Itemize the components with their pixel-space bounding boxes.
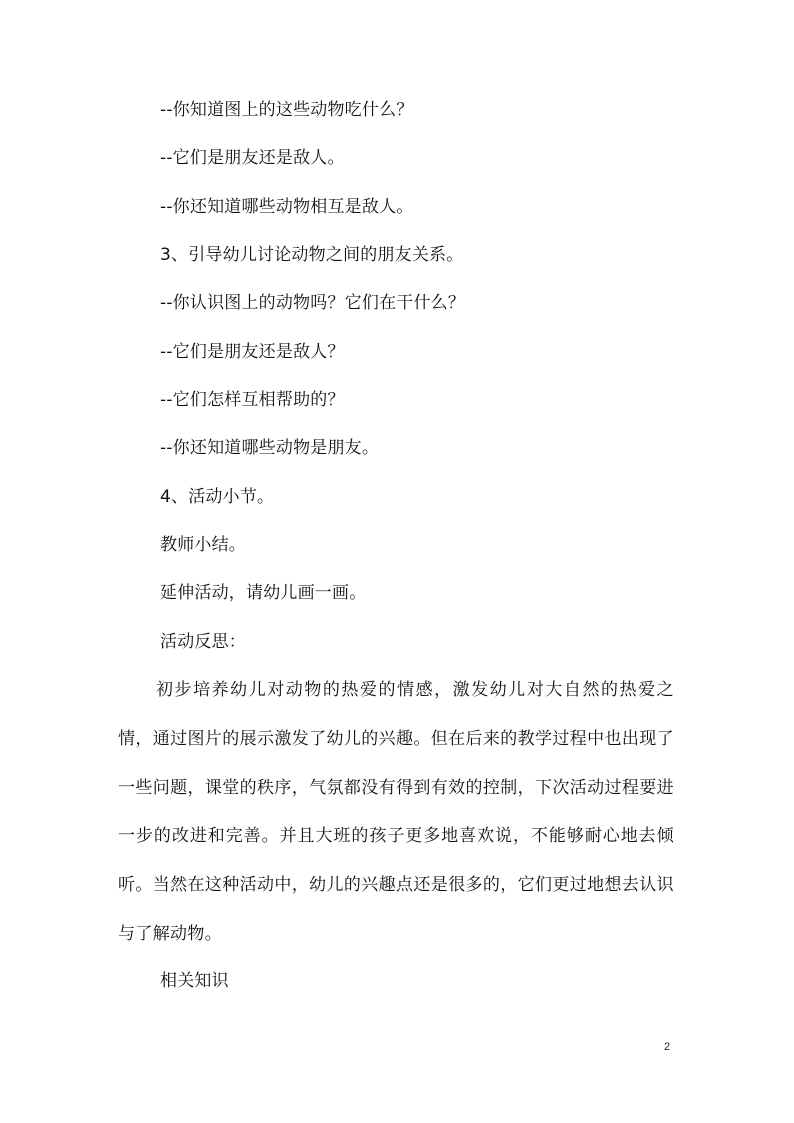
- step-4-heading: 4、活动小节。: [160, 487, 275, 507]
- related-knowledge-heading: 相关知识: [160, 971, 229, 991]
- teacher-summary: 教师小结。: [160, 535, 246, 555]
- question-recognize-animals: --你认识图上的动物吗？它们在干什么？: [160, 293, 466, 313]
- step-3-heading: 3、引导幼儿讨论动物之间的朋友关系。: [160, 245, 464, 265]
- page-number: 2: [664, 1041, 671, 1053]
- question-friend-or-enemy: --它们是朋友还是敌人。: [160, 148, 345, 168]
- question-other-friends: --你还知道哪些动物是朋友。: [160, 438, 380, 458]
- question-help-each-other: --它们怎样互相帮助的？: [160, 390, 345, 410]
- question-other-enemies: --你还知道哪些动物相互是敌人。: [160, 197, 414, 217]
- question-friends-or-enemies: --它们是朋友还是敌人？: [160, 342, 345, 362]
- reflection-heading: 活动反思：: [160, 632, 246, 652]
- reflection-paragraph: 初步培养幼儿对动物的热爱的情感，激发幼儿对大自然的热爱之情，通过图片的展示激发了幼儿的兴趣。但在后来的教学过程中也出现了一些问题，课堂的秩序，气氛都没有得到有效的控制，下次活动过程要进一步的改进和完善。并且大班的孩子更多地喜欢说，不能够耐心地去倾听。当然在这种活动中，幼儿的兴趣点还是很多的，它们更过地想去认识与了解动物。: [118, 680, 674, 944]
- question-food: --你知道图上的这些动物吃什么？: [160, 100, 414, 120]
- extension-activity: 延伸活动，请幼儿画一画。: [160, 583, 367, 603]
